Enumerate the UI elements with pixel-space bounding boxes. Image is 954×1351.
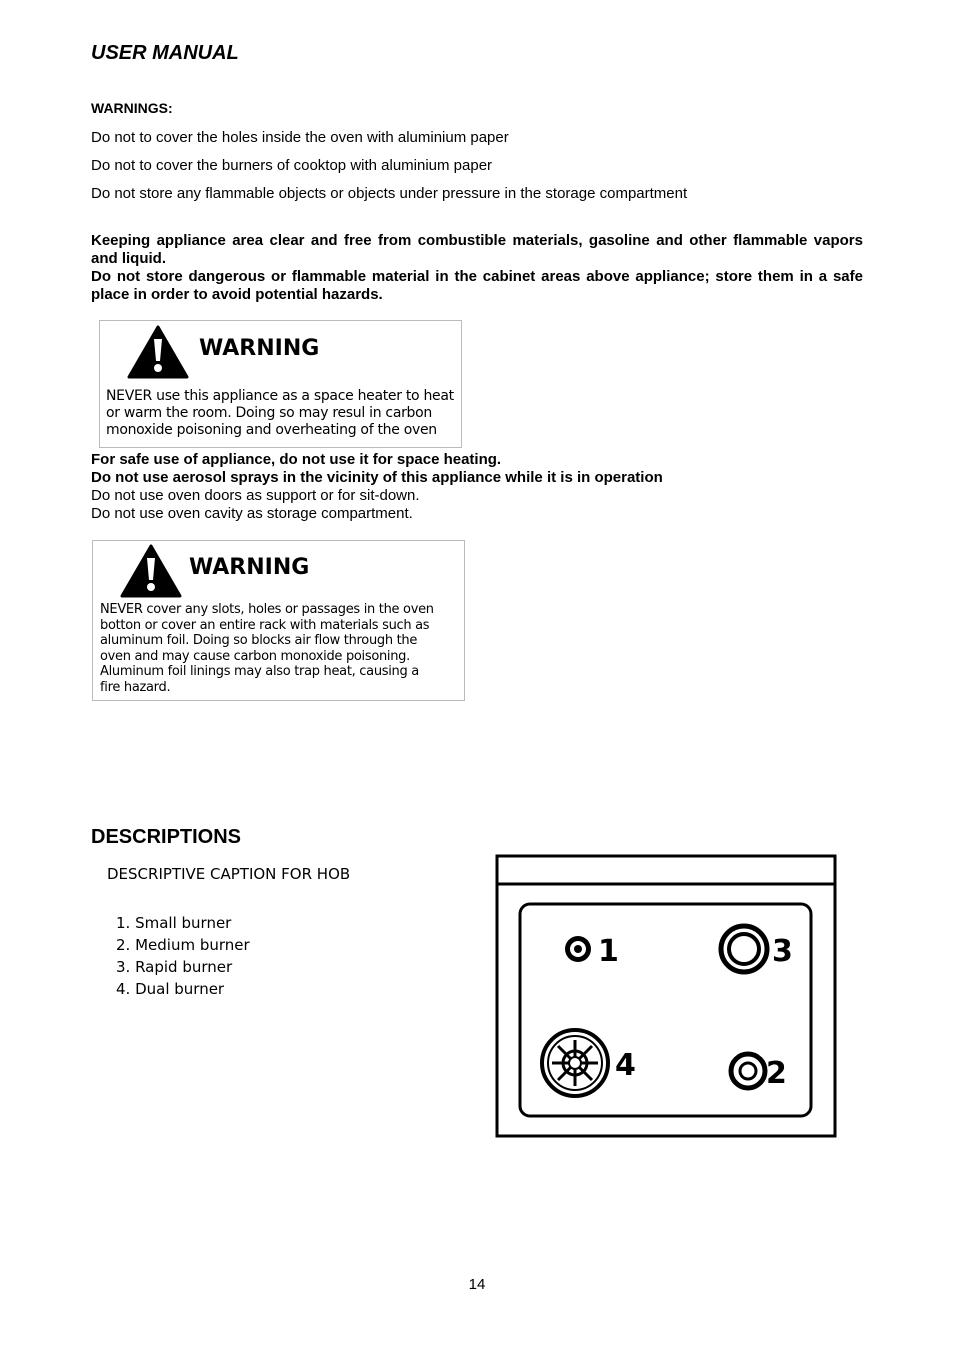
bold-warning-para: Do not store dangerous or flammable material in the cabinet areas above appliance; store them in a safe place in order to avoid potential hazards.: [91, 268, 863, 303]
warning-text-line: aluminum foil. Doing so blocks air flow through the: [100, 633, 418, 648]
warning-text-line: fire hazard.: [100, 679, 171, 695]
burner-label: 1: [598, 934, 619, 969]
list-item: 4. Dual burner: [116, 980, 225, 998]
safe-use-line: Do not use oven cavity as storage compartment.: [91, 505, 413, 522]
warning-box: [99, 320, 462, 448]
warning-line: Do not store any flammable objects or objects under pressure in the storage compartment: [91, 185, 688, 202]
warnings-heading: WARNINGS:: [91, 100, 173, 116]
bold-warning-paragraphs: [91, 232, 863, 304]
page-header: USER MANUAL: [91, 42, 239, 64]
burner-label: 2: [766, 1056, 787, 1091]
warning-text-line: botton or cover an entire rack with materials such as: [100, 617, 430, 633]
small-burner-icon: [565, 936, 591, 962]
safe-use-block: [91, 451, 871, 523]
burner-label: 3: [772, 934, 793, 969]
warning-text-line: monoxide poisoning and overheating of the oven: [106, 422, 437, 438]
warning-line: Do not to cover the holes inside the oven with aluminium paper: [91, 129, 509, 146]
warning-text-line: NEVER cover any slots, holes or passages in the oven: [100, 602, 434, 617]
list-item: 3. Rapid burner: [116, 958, 233, 976]
warning-text-line: Aluminum foil linings may also trap heat, causing a: [100, 664, 419, 679]
safe-use-line: Do not use oven doors as support or for sit-down.: [91, 487, 420, 504]
bold-warning-para: Keeping appliance area clear and free from combustible materials, gasoline and other flammable vapors and liquid.: [91, 232, 863, 267]
burner-list: [116, 912, 250, 1000]
warning-triangle-icon: [127, 325, 189, 379]
safe-use-bold: Do not use aerosol sprays in the vicinity of this appliance while it is in operation: [91, 469, 663, 486]
warning-line: Do not to cover the burners of cooktop with aluminium paper: [91, 157, 493, 174]
warning-title: WARNING: [189, 555, 310, 580]
warning-triangle-icon: [120, 544, 182, 598]
warning-text-line: NEVER use this appliance as a space heater to heat: [106, 388, 454, 404]
warning-text-line: or warm the room. Doing so may resul in carbon: [106, 405, 432, 421]
warning-box: [92, 540, 465, 701]
hob-diagram: [494, 853, 840, 1140]
list-item: 1. Small burner: [116, 914, 232, 932]
warning-title: WARNING: [199, 336, 320, 361]
descriptions-title: DESCRIPTIONS: [91, 826, 242, 848]
warning-text-line: oven and may cause carbon monoxide poisoning.: [100, 648, 410, 664]
warning-text: [106, 388, 454, 439]
list-item: 2. Medium burner: [116, 936, 250, 954]
page-number: 14: [468, 1276, 486, 1293]
warning-text: [100, 602, 434, 695]
burner-label: 4: [615, 1048, 636, 1083]
safe-use-bold: For safe use of appliance, do not use it for space heating.: [91, 451, 502, 468]
hob-caption: DESCRIPTIVE CAPTION FOR HOB: [107, 865, 351, 883]
